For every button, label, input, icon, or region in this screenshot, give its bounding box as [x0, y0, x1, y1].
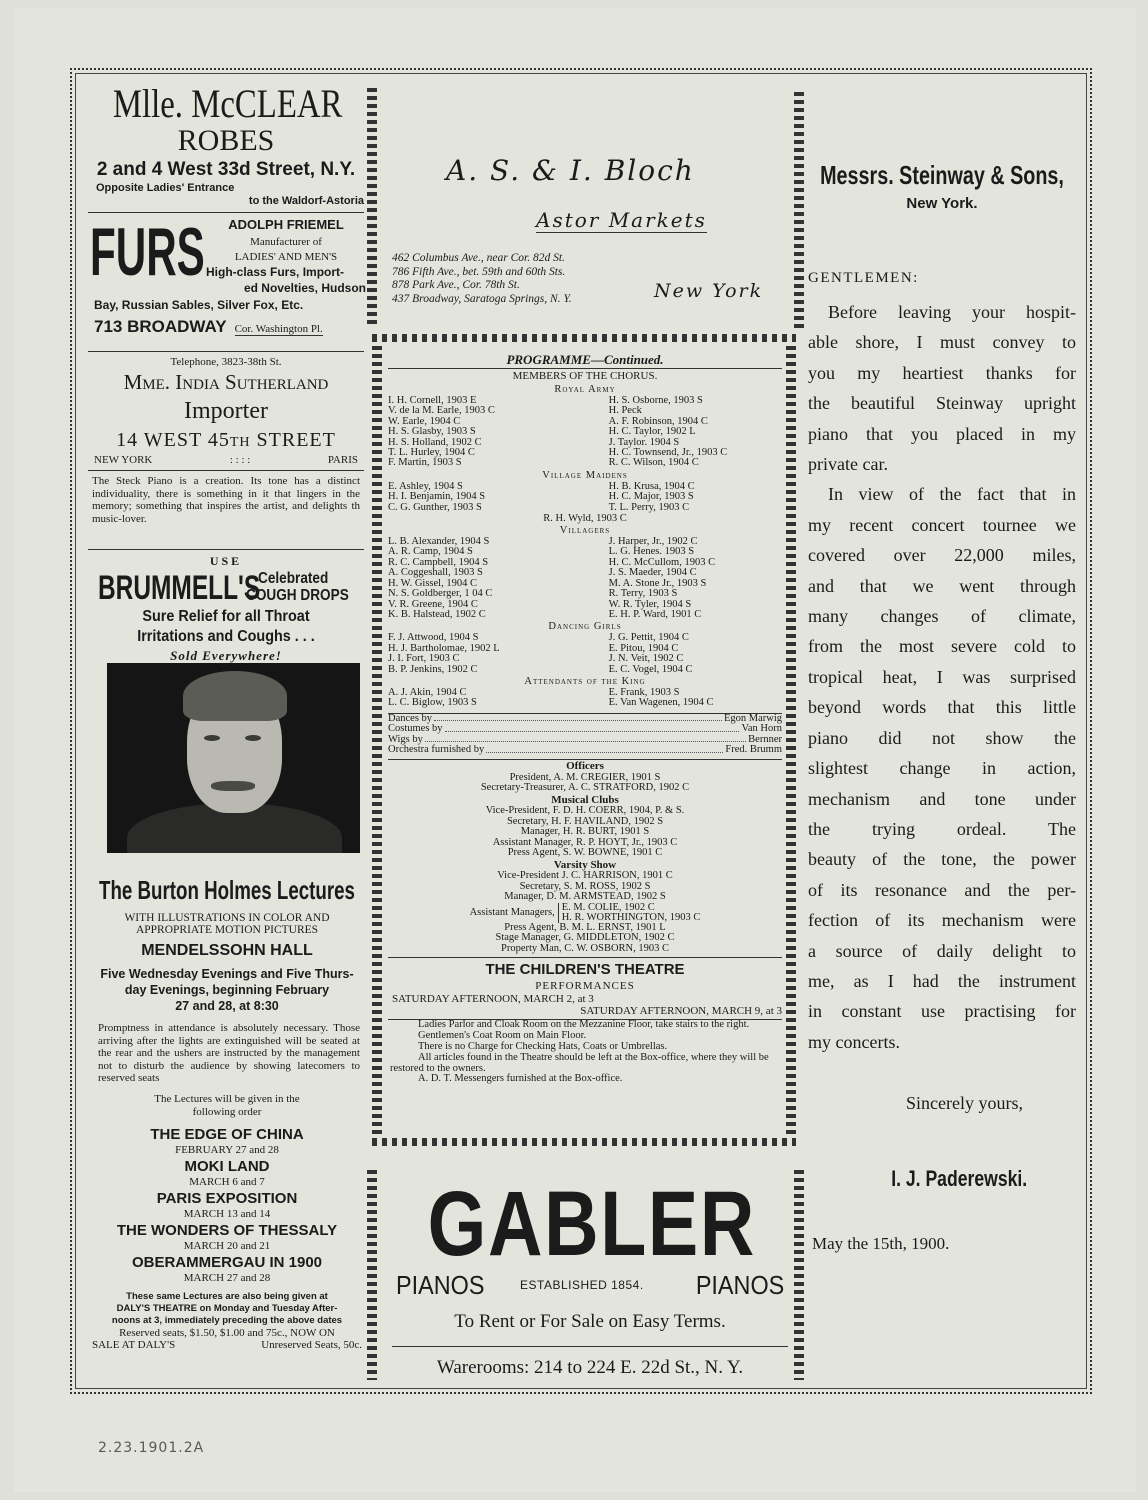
brummell-celebrated: Celebrated [258, 570, 329, 587]
programme-border-top [372, 334, 796, 342]
member-row [388, 654, 782, 664]
credit-role: Costumes by [388, 723, 443, 735]
member-left: V. de la M. Earle, 1903 C [388, 405, 495, 417]
gabler-terms: To Rent or For Sale on Easy Terms. [454, 1311, 726, 1332]
member-right: M. A. Stone Jr., 1903 S [608, 577, 707, 589]
holmes-sale-row [88, 1339, 366, 1351]
member-left: H. S. Holland, 1902 C [388, 436, 482, 448]
holmes-promptness: Promptness in attendance is absolutely necessary. Those arriving after the lights are extinguished will be seated at the rear and the ushers are instructed by the management not to disturb the audience by showing latecomers to reserved seats [98, 1022, 360, 1084]
member-left: F. Martin, 1903 S [388, 457, 462, 469]
member-left: A. J. Akin, 1904 C [388, 686, 467, 698]
member-right: E. H. P. Ward, 1901 C [608, 608, 702, 620]
assistant-1: E. M. COLIE, 1902 C [561, 901, 655, 913]
gabler-ad [392, 1173, 788, 1388]
credit-row [388, 745, 782, 756]
lecture-dates: FEBRUARY 27 and 28 [175, 1143, 279, 1156]
column-divider-left-bottom [367, 1170, 377, 1380]
brummell-brand: BRUMMELL'S [98, 569, 261, 607]
member-left: K. B. Halstead, 1902 C [388, 608, 486, 620]
letter-line: mechanism and tone under [808, 788, 1076, 809]
letter-line: a source of daily delight to [808, 940, 1076, 961]
varsity-list-2 [388, 923, 782, 955]
member-left: A. Coggeshall, 1903 S [388, 567, 483, 579]
letter-line: covered over 22,000 miles, [808, 545, 1076, 566]
member-right: W. R. Tyler, 1904 S [608, 598, 692, 610]
credit-role: Orchestra furnished by [388, 744, 485, 756]
divider [88, 351, 364, 352]
member-right: H. C. McCullom, 1903 C [608, 556, 716, 568]
member-right: R. Terry, 1903 S [608, 588, 678, 600]
holmes-with2: APPROPRIATE MOTION PICTURES [135, 924, 319, 936]
holmes-daly3: noons at 3, immediately preceding the above dates [111, 1314, 343, 1326]
holmes-hall: MENDELSSOHN HALL [141, 942, 313, 959]
gabler-brand: GABLER [427, 1173, 757, 1275]
gabler-warerooms: Warerooms: 214 to 224 E. 22d St., N. Y. [436, 1357, 744, 1378]
member-left: R. C. Campbell, 1904 S [388, 556, 489, 568]
column-divider-right-top [794, 92, 804, 332]
member-left: H. W. Gissel, 1904 C [388, 577, 477, 589]
letter-line: beauty of the tone, the power [808, 849, 1076, 870]
letter-line: of its resonance and the per- [808, 879, 1076, 900]
member-left: W. Earle, 1904 C [388, 415, 461, 427]
letter-date: May the 15th, 1900. [812, 1234, 950, 1254]
holmes-sale-right: Unreserved Seats, 50c. [261, 1338, 362, 1351]
varsity-line: Press Agent, B. M. L. ERNST, 1901 L [504, 921, 666, 933]
sutherland-phone: Telephone, 3823-38th St. [170, 356, 282, 368]
bloch-name: A. S. & I. Bloch [446, 154, 695, 187]
club-line: Secretary, H. F. HAVILAND, 1902 S [506, 815, 664, 827]
lecture-title: PARIS EXPOSITION [156, 1189, 298, 1207]
brummell-brand-row [88, 569, 364, 607]
section-title: Villagers [559, 525, 611, 537]
member-right: E. Frank, 1903 S [608, 686, 680, 698]
section-title: Dancing Girls [548, 621, 622, 633]
bloch-address: 462 Columbus Ave., near Cor. 82d St. [392, 252, 565, 264]
brummell-cough: COUGH DROPS [246, 587, 349, 604]
holmes-reserved: Reserved seats, $1.50, $1.00 and 75c., NOW ON [119, 1326, 335, 1339]
holmes-evenings3: 27 and 28, at 8:30 [175, 999, 279, 1013]
mcclear-business: ROBES [177, 124, 275, 157]
letter-line: in constant use practising for [808, 1001, 1076, 1022]
credit-name: Egon Marwig [723, 712, 782, 724]
brummell-sold: Sold Everywhere! [170, 648, 282, 663]
letter-line: from the most severe cold to [808, 636, 1076, 657]
mcclear-name: Mlle. McCLEAR [112, 81, 343, 126]
bloch-markets: Astor Markets [536, 208, 707, 232]
divider [392, 1346, 788, 1347]
lecture-title: OBERAMMERGAU IN 1900 [131, 1253, 323, 1271]
letter-line: beyond words that this little [808, 697, 1076, 718]
lecture-list [88, 1125, 366, 1285]
friemel-name: ADOLPH FRIEMEL [228, 217, 344, 232]
credit-name: Bernner [748, 733, 782, 745]
divider [388, 957, 782, 958]
credit-leader [434, 714, 722, 722]
member-left: B. P. Jenkins, 1902 C [388, 663, 478, 675]
varsity-line: Property Man, C. W. OSBORN, 1903 C [500, 942, 669, 954]
programme-border-bottom [372, 1138, 796, 1146]
lecture-title: THE WONDERS OF THESSALY [116, 1221, 338, 1239]
theatre-note: A. D. T. Messengers furnished at the Box-office. [418, 1073, 623, 1085]
credit-leader [486, 745, 723, 753]
left-column [88, 81, 366, 665]
programme-chorus: MEMBERS OF THE CHORUS. [512, 370, 658, 382]
member-left: C. G. Gunther, 1903 S [388, 501, 482, 513]
archive-annotation: 2.23.1901.2A [98, 1440, 205, 1456]
section-title: Attendants of the King [524, 675, 646, 687]
member-right: H. C. Townsend, Jr., 1903 C [608, 447, 728, 459]
bloch-address: 786 Fifth Ave., bet. 59th and 60th Sts. [392, 265, 566, 278]
theatre-title: THE CHILDREN'S THEATRE [485, 961, 685, 979]
member-right: E. Van Wagenen, 1904 C [608, 697, 714, 709]
letter-line: able shore, I must convey to [808, 332, 1076, 353]
member-center: R. H. Wyld, 1903 C [543, 513, 627, 525]
lecture-dates: MARCH 27 and 28 [183, 1271, 271, 1284]
member-left: H. I. Benjamin, 1904 S [388, 491, 486, 503]
sutherland-ad [88, 356, 364, 466]
credit-row [388, 714, 782, 725]
sutherland-cities [88, 454, 364, 466]
theatre-note: Gentlemen's Coat Room on Main Floor. [418, 1030, 587, 1042]
member-left: E. Ashley, 1904 S [388, 480, 463, 492]
brummell-relief2: Irritations and Coughs . . . [137, 628, 315, 645]
letter-line: piano did not show the [808, 727, 1076, 748]
credit-name: Van Horn [741, 723, 782, 735]
sutherland-address: 14 WEST 45th STREET [116, 429, 336, 451]
credit-leader [425, 735, 746, 743]
member-right: H. C. Taylor, 1902 L [608, 426, 696, 438]
varsity-line: Manager, D. M. ARMSTEAD, 1902 S [504, 891, 666, 903]
holmes-daly2: DALY'S THEATRE on Monday and Tuesday After- [116, 1302, 338, 1314]
member-right: R. C. Wilson, 1904 C [608, 457, 699, 469]
member-row [388, 665, 782, 675]
letter-line: In view of the fact that in [828, 484, 1076, 505]
letter-line: me, as I had the instrument [808, 970, 1076, 991]
mcclear-ad [88, 81, 364, 208]
holmes-order2: following order [192, 1105, 262, 1118]
officers-list [388, 773, 782, 794]
brummell-use: USE [209, 554, 243, 568]
member-left: L. C. Biglow, 1903 S [388, 697, 477, 709]
bloch-city: New York [654, 280, 764, 302]
friemel-ad [88, 214, 366, 351]
varsity-line: Secretary, S. M. ROSS, 1902 S [519, 880, 651, 892]
city-paris: PARIS [327, 454, 358, 466]
clubs-title: Musical Clubs [551, 793, 619, 806]
portrait-moustache [211, 781, 255, 791]
member-left: F. J. Attwood, 1904 S [388, 632, 479, 644]
performance-1: SATURDAY AFTERNOON, MARCH 2, at 3 [392, 993, 594, 1006]
credit-name: Fred. Brumm [725, 744, 782, 756]
letter-line: fection of its mechanism were [808, 910, 1076, 931]
holmes-title: The Burton Holmes Lectures [99, 875, 355, 905]
letter-title: Messrs. Steinway & Sons, [820, 160, 1064, 190]
assistant-label: Assistant Managers, [469, 906, 555, 918]
performance-2: SATURDAY AFTERNOON, MARCH 9, at 3 [580, 1005, 782, 1018]
letter-salutation: GENTLEMEN: [808, 270, 919, 286]
steck-ad: The Steck Piano is a creation. Its tone has a distinct individuality, there is something in it that lingers in the memory; something that inspires the artist, and delights th music-lover. [92, 475, 360, 525]
letter-closing: Sincerely yours, [906, 1093, 1023, 1114]
credit-role: Dances by [388, 712, 433, 724]
chorus-sections [388, 383, 782, 709]
divider [88, 470, 364, 471]
programme-border-right [786, 338, 796, 1143]
member-right: J. N. Veit, 1902 C [608, 653, 684, 665]
burton-holmes-portrait [107, 663, 360, 853]
member-left: N. S. Goldberger, 1 04 C [388, 588, 493, 600]
letter-body [808, 297, 1076, 1057]
holmes-daly1: These same Lectures are also being given at [126, 1290, 328, 1302]
member-left: H. J. Bartholomae, 1902 L [388, 642, 500, 654]
gabler-pianos-right: PIANOS [695, 1270, 784, 1300]
club-line: Assistant Manager, R. P. HOYT, Jr., 1903 C [492, 836, 678, 848]
letter-line: the beautiful Steinway upright [808, 393, 1076, 414]
gabler-pianos-left: PIANOS [396, 1270, 485, 1300]
member-right: H. C. Major, 1903 S [608, 491, 694, 503]
holmes-sale-left: SALE AT DALY'S [92, 1338, 176, 1351]
varsity-line: Vice-President J. C. HARRISON, 1901 C [497, 869, 673, 881]
member-left: I. H. Cornell, 1903 E [388, 395, 477, 406]
divider [88, 212, 364, 213]
performances-label: PERFORMANCES [535, 980, 635, 993]
section-title: Village Maidens [542, 469, 628, 481]
holmes-evenings1: Five Wednesday Evenings and Five Thurs- [100, 967, 354, 981]
letter-line: you my heartiest thanks for [808, 362, 1076, 383]
holmes-order1: The Lectures will be given in the [154, 1092, 300, 1105]
assistant-managers [388, 903, 782, 923]
theatre-note: All articles found in the Theatre should be left at the Box-office, where they will be restored to the owners. [390, 1051, 769, 1074]
letter-line: my recent concert tournee we [808, 514, 1076, 535]
portrait-hair [183, 671, 287, 721]
friemel-corner: Cor. Washington Pl. [234, 323, 323, 335]
sutherland-business: Importer [184, 398, 268, 424]
club-line: Manager, H. R. BURT, 1901 S [520, 826, 650, 838]
friemel-address-row [94, 317, 364, 337]
lecture-dates: MARCH 13 and 14 [183, 1207, 271, 1220]
friemel-line5: Bay, Russian Sables, Silver Fox, Etc. [94, 298, 304, 312]
member-row [388, 610, 782, 620]
member-left: L. B. Alexander, 1904 S [388, 536, 490, 548]
bloch-address: 437 Broadway, Saratoga Springs, N. Y. [392, 292, 572, 305]
member-right: H. Peck [608, 405, 642, 417]
column-divider-right-bottom [794, 1170, 804, 1380]
letter-line: tropical heat, I was surprised [808, 666, 1076, 687]
brummell-relief1: Sure Relief for all Throat [142, 608, 310, 625]
city-new-york: NEW YORK [94, 454, 153, 466]
clubs-list [388, 806, 782, 859]
member-right: J. S. Maeder, 1904 C [608, 567, 697, 579]
member-right: L. G. Henes. 1903 S [608, 546, 695, 558]
programme [388, 352, 782, 1085]
letter-line: the trying ordeal. The [808, 818, 1076, 839]
member-row [388, 503, 782, 513]
letter-city: New York. [906, 195, 978, 212]
friemel-line3: High-class Furs, Import- [206, 265, 345, 279]
member-right: H. B. Krusa, 1904 C [608, 480, 695, 492]
member-left: V. R. Greene, 1904 C [388, 598, 478, 610]
holmes-ad [88, 874, 366, 1351]
credit-role: Wigs by [388, 733, 423, 745]
steinway-letter [808, 160, 1076, 1254]
letter-line: many changes of climate, [808, 606, 1076, 627]
mcclear-address: 2 and 4 West 33d Street, N.Y. [96, 159, 356, 180]
member-row [388, 589, 782, 599]
lecture-dates: MARCH 20 and 21 [183, 1239, 271, 1252]
member-row [388, 698, 782, 708]
friemel-line2: LADIES' AND MEN'S [234, 251, 338, 263]
letter-line: and that we went through [808, 575, 1076, 596]
column-divider-left-top [367, 88, 377, 328]
assistant-2: H. R. WORTHINGTON, 1903 C [561, 911, 701, 923]
portrait-eye-right [245, 735, 261, 741]
letter-line: piano that you placed in my [808, 423, 1076, 444]
letter-line: private car. [808, 454, 888, 475]
credits-list [388, 714, 782, 756]
letter-signature: I. J. Paderewski. [891, 1166, 1028, 1192]
section-title: Royal Army [554, 384, 616, 395]
club-line: Press Agent, S. W. BOWNE, 1901 C [507, 847, 663, 859]
officer-line: Secretary-Treasurer, A. C. STRATFORD, 1902 C [480, 782, 690, 794]
member-right: J. Harper, Jr., 1902 C [608, 536, 698, 548]
friemel-line4: ed Novelties, Hudson [243, 281, 366, 295]
member-left: J. I. Fort, 1903 C [388, 653, 460, 665]
member-left: A. R. Camp, 1904 S [388, 546, 473, 558]
credit-leader [445, 724, 740, 732]
mcclear-note1: Opposite Ladies' Entrance [96, 182, 235, 194]
member-right: E. Pitou, 1904 C [608, 642, 679, 654]
bloch-addresses [392, 252, 572, 306]
sutherland-name: Mme. India Sutherland [123, 370, 329, 394]
varsity-line: Stage Manager, G. MIDDLETON, 1902 C [495, 932, 675, 944]
varsity-list [388, 871, 782, 903]
bloch-ad [392, 150, 782, 320]
letter-line: Before leaving your hospit- [828, 302, 1076, 322]
letter-line: my concerts. [808, 1031, 900, 1052]
member-left: T. L. Hurley, 1904 C [388, 447, 475, 459]
lecture-title: MOKI LAND [184, 1157, 270, 1175]
member-right: H. S. Osborne, 1903 S [608, 395, 703, 406]
mcclear-note2: to the Waldorf-Astoria [248, 195, 364, 207]
officers-title: Officers [566, 759, 604, 772]
member-right: T. L. Perry, 1903 C [608, 501, 690, 513]
friemel-line1: Manufacturer of [250, 236, 322, 248]
gabler-pianos-row [392, 1270, 788, 1304]
member-row [388, 458, 782, 468]
brummell-ad [88, 554, 364, 665]
member-right: J. G. Pettit, 1904 C [608, 632, 689, 644]
portrait-eye-left [204, 735, 220, 741]
member-right: J. Taylor. 1904 S [608, 436, 680, 448]
programme-heading: PROGRAMME—Continued. [388, 352, 782, 369]
club-line: Vice-President, F. D. H. COERR, 1904, P. & S. [485, 804, 685, 816]
varsity-title: Varsity Show [553, 858, 617, 871]
credit-row [388, 724, 782, 735]
programme-border-left [372, 338, 382, 1143]
assistant-names [558, 903, 701, 923]
gabler-established: ESTABLISHED 1854. [520, 1278, 644, 1292]
divider [88, 549, 364, 550]
friemel-furs: FURS [90, 214, 205, 290]
holmes-evenings2: day Evenings, beginning February [124, 983, 330, 997]
theatre-note: Ladies Parlor and Cloak Room on the Mezzanine Floor, take stairs to the right. [418, 1019, 750, 1031]
officer-line: President, A. M. CREGIER, 1901 S [509, 771, 661, 783]
city-separator: : : : : [229, 454, 251, 466]
bloch-address: 878 Park Ave., Cor. 78th St. [392, 279, 520, 291]
friemel-address: 713 BROADWAY [94, 317, 227, 336]
theatre-note: There is no Charge for Checking Hats, Coats or Umbrellas. [418, 1041, 668, 1053]
lecture-dates: MARCH 6 and 7 [189, 1175, 265, 1188]
member-right: E. C. Vogel, 1904 C [608, 663, 693, 675]
letter-line: slightest change in action, [808, 758, 1076, 779]
member-left: H. S. Glasby, 1903 S [388, 426, 476, 438]
member-right: A. F. Robinson, 1904 C [608, 415, 708, 427]
theatre-notes [388, 1020, 782, 1085]
holmes-with1: WITH ILLUSTRATIONS IN COLOR AND [124, 912, 330, 924]
lecture-title: THE EDGE OF CHINA [150, 1125, 304, 1143]
